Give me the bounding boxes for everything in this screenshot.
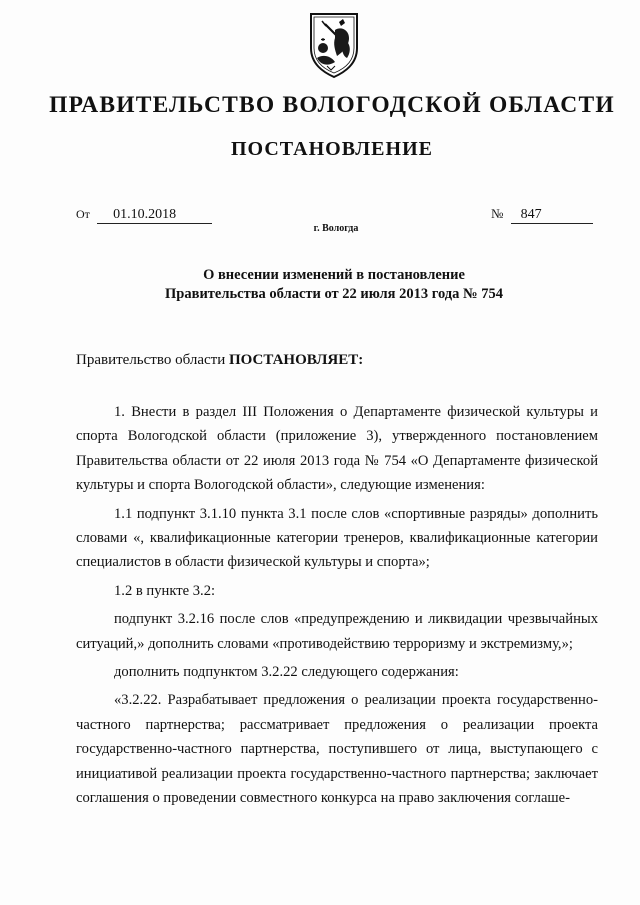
paragraph: «3.2.22. Разрабатывает предложения о реализации проекта государственно-частного партнерства; рассматривает предложения о реализации проекта государственно-частного партнерства, поступившего от лица, выступающего с инициативой реализации проекта государственно-частного партнерства; заключает соглашения о проведении совместного конкурса на право заключения соглаше- xyxy=(76,692,598,807)
paragraph: дополнить подпунктом 3.2.22 следующего содержания: xyxy=(114,664,459,681)
date-label: От xyxy=(76,207,90,221)
decree-statement xyxy=(76,352,363,369)
paragraph: 1.2 в пункте 3.2: xyxy=(114,582,216,599)
city-label: г. Вологда xyxy=(313,223,359,234)
paragraph: 1.1 подпункт 3.1.10 пункта 3.1 после слов «спортивные разряды» дополнить словами «, квалификационные категории тренеров, квалификационные категории специалистов в области физической культуры и спорта»; xyxy=(76,505,598,571)
decree-keyword: ПОСТАНОВЛЯЕТ: xyxy=(228,352,364,368)
paragraph: 1. Внести в раздел III Положения о Департаменте физической культуры и спорта Вологодской области (приложение 3), утвержденного постановлением Правительства области от 22 июля 2013 года № 754 «О Департаменте физической культуры и спорта Вологодской области», следующие изменения: xyxy=(76,404,598,494)
number-label: № xyxy=(491,206,504,221)
coat-of-arms-icon xyxy=(305,10,363,80)
document-type: ПОСТАНОВЛЕНИЕ xyxy=(231,138,433,160)
subject-line-1: О внесении изменений в постановление xyxy=(203,267,465,283)
number-field xyxy=(491,206,593,224)
subject-line-2: Правительства области от 22 июля 2013 года № 754 xyxy=(165,286,503,302)
number-value: 847 xyxy=(511,207,593,224)
document-body xyxy=(76,400,598,811)
decree-prefix: Правительство области xyxy=(76,352,229,368)
document-subject xyxy=(14,266,640,304)
organization-title: ПРАВИТЕЛЬСТВО ВОЛОГОДСКОЙ ОБЛАСТИ xyxy=(49,92,615,118)
date-field xyxy=(76,206,212,224)
paragraph: подпункт 3.2.16 после слов «предупреждению и ликвидации чрезвычайных ситуаций,» дополнить словами «противодействию терроризму и экстремизму,»; xyxy=(76,611,598,652)
date-value: 01.10.2018 xyxy=(97,207,212,224)
